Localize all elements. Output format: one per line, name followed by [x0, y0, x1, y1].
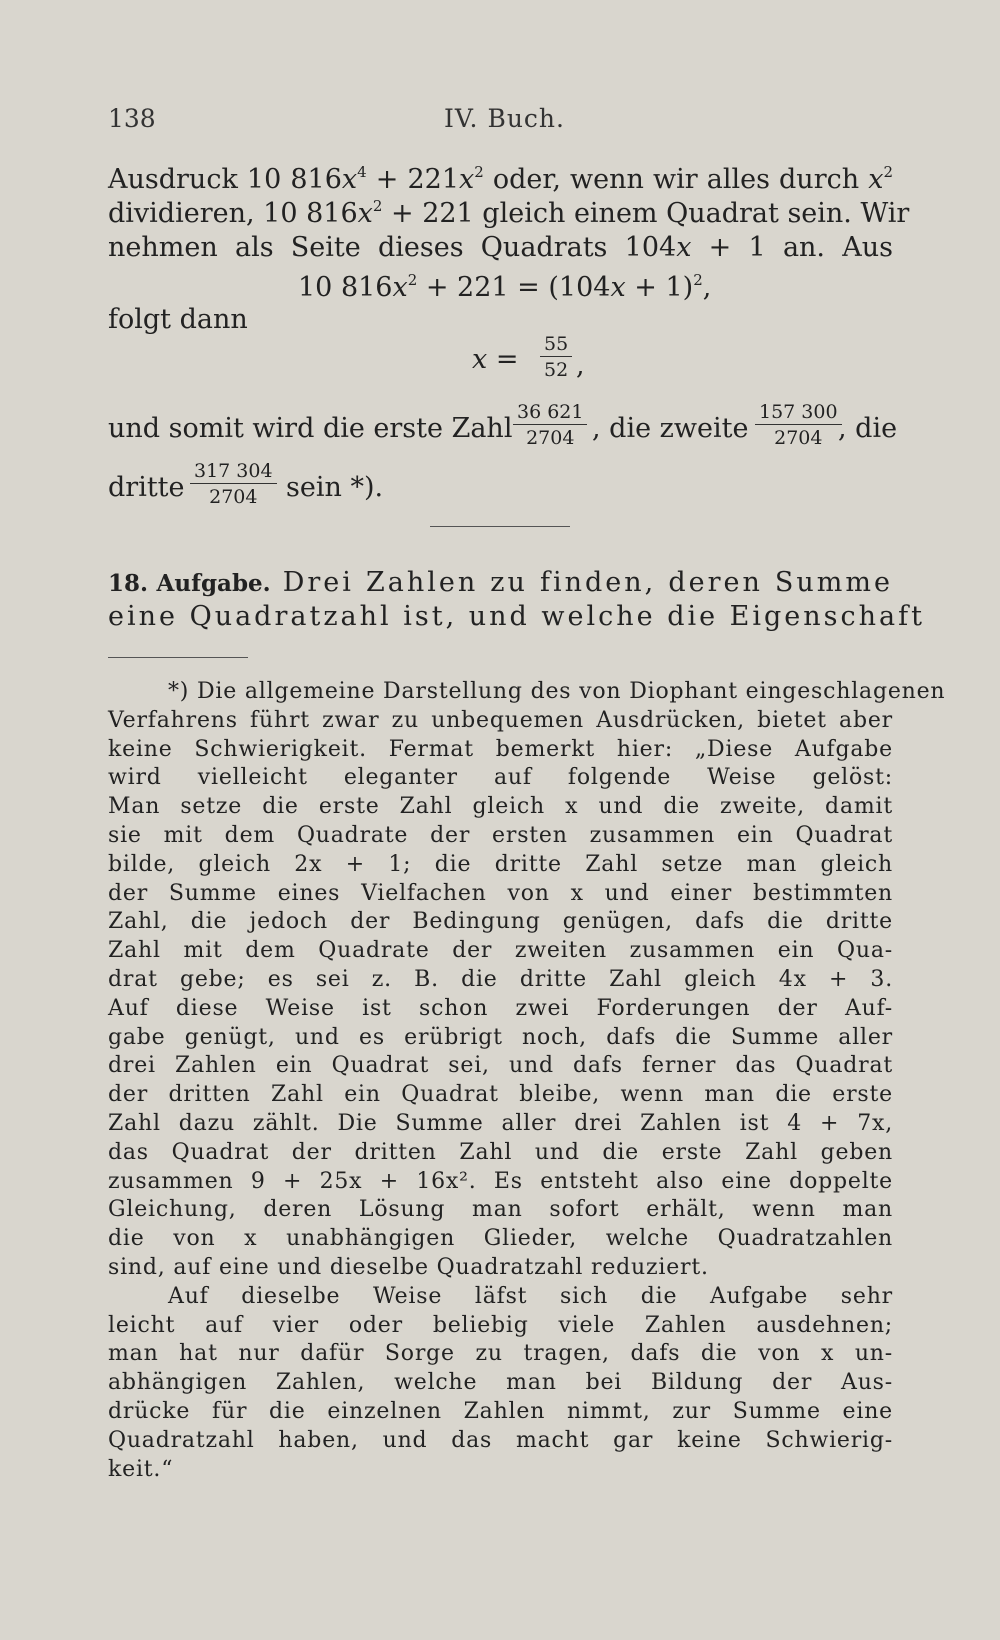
footnote-line: gabe genügt, und es erübrigt noch, dafs die Summe aller [108, 1024, 893, 1050]
footnote-line: leicht auf vier oder beliebig viele Zahlen ausdehnen; [108, 1312, 893, 1338]
footnote-marker: *) [168, 679, 190, 704]
footnote-line: Verfahrens führt zwar zu unbequemen Ausdrücken, bietet aber [108, 707, 893, 733]
task-line-1: 18. Aufgabe. Drei Zahlen zu finden, deren Summe [108, 567, 893, 598]
body-line-dritte: dritte [108, 472, 185, 503]
fraction-numerator: 55 [544, 333, 569, 355]
body-line-sein: sein *). [286, 472, 384, 503]
running-title: IV. Buch. [444, 104, 565, 133]
body-line-folgt: folgt dann [108, 304, 248, 335]
footnote-line: Zahl mit dem Quadrate der zweiten zusammen ein Qua- [108, 938, 893, 964]
equation-2-comma: , [576, 350, 585, 381]
footnote-line: wird vielleicht eleganter auf folgende Weise gelöst: [108, 765, 893, 791]
footnote-line: keine Schwierigkeit. Fermat bemerkt hier: „Diese Aufgabe [108, 736, 893, 762]
task-label: 18. Aufgabe. [108, 570, 271, 597]
fraction-157300-2704: 157 300 2704 [755, 402, 842, 448]
footnote-line: keit.“ [108, 1456, 174, 1482]
footnote-line: drei Zahlen ein Quadrat sei, und dafs ferner das Quadrat [108, 1053, 893, 1079]
footnote-line: der dritten Zahl ein Quadrat bleibe, wenn man die erste [108, 1082, 893, 1108]
footnote-line: Zahl dazu zählt. Die Summe aller drei Zahlen ist 4 + 7x, [108, 1111, 893, 1136]
footnote-line: Auf diese Weise ist schon zwei Forderungen der Auf- [108, 995, 893, 1021]
footnote-line: sind, auf eine und dieselbe Quadratzahl reduziert. [108, 1255, 709, 1280]
footnote-line-1: *) Die allgemeine Darstellung des von Diophant eingeschlagenen [168, 679, 946, 704]
footnote-line: drücke für die einzelnen Zahlen nimmt, zur Summe eine [108, 1399, 893, 1424]
section-divider [430, 526, 570, 527]
footnote-line: Gleichung, deren Lösung man sofort erhält, wenn man [108, 1197, 893, 1223]
footnote-line: die von x unabhängigen Glieder, welche Quadratzahlen [108, 1226, 893, 1252]
body-line-zweite: , die zweite [592, 413, 749, 444]
footnote-line: das Quadrat der dritten Zahl und die erste Zahl geben [108, 1139, 893, 1165]
fraction-317304-2704: 317 304 2704 [190, 461, 277, 507]
footnote-line: der Summe eines Vielfachen von x und einer bestimmten [108, 880, 893, 906]
footnote-line: sie mit dem Quadrate der ersten zusammen ein Quadrat [108, 823, 893, 848]
footnote-line: Man setze die erste Zahl gleich x und die zweite, damit [108, 794, 893, 820]
footnote-line: bilde, gleich 2x + 1; die dritte Zahl setze man gleich [108, 851, 893, 877]
body-line-erste-zahl: und somit wird die erste Zahl [108, 413, 513, 444]
footnote-line: Auf dieselbe Weise läfst sich die Aufgabe sehr [168, 1283, 893, 1309]
body-line-2: dividieren, 10 $816x^2 + 221$ gleich einem Quadrat sein. Wir [108, 197, 910, 229]
task-line-2: eine Quadratzahl ist, und welche die Eigenschaft [108, 601, 925, 632]
footnote-line: drat gebe; es sei z. B. die dritte Zahl gleich 4x + 3. [108, 967, 893, 992]
equation-1: 10 $816x^2 + 221 = (104x + 1)^2$, [298, 271, 712, 303]
footnote-line: man hat nur dafür Sorge zu tragen, dafs die von x un- [108, 1341, 893, 1367]
footnote-line: Quadratzahl haben, und das macht gar keine Schwierig- [108, 1427, 893, 1453]
fraction-36621-2704: 36 621 2704 [513, 402, 587, 448]
footnote-divider [108, 657, 248, 658]
body-line-die: , die [838, 413, 898, 444]
fraction-denominator: 52 [544, 359, 569, 381]
fraction-55-52 [540, 334, 572, 380]
footnote-line: abhängigen Zahlen, welche man bei Bildung der Aus- [108, 1370, 893, 1396]
body-line-1: Ausdruck 10 $816x^4 + 221x^2$ oder, wenn wir alles durch $x^2$ [108, 163, 893, 195]
footnote-line: Zahl, die jedoch der Bedingung genügen, dafs die dritte [108, 909, 893, 935]
equation-2: x = [472, 344, 519, 375]
footnote-line: zusammen 9 + 25x + 16x². Es entsteht also eine doppelte [108, 1168, 893, 1194]
body-line-3: nehmen als Seite dieses Quadrats 104x + 1 an. Aus [108, 232, 893, 263]
page-number: 138 [108, 104, 156, 133]
